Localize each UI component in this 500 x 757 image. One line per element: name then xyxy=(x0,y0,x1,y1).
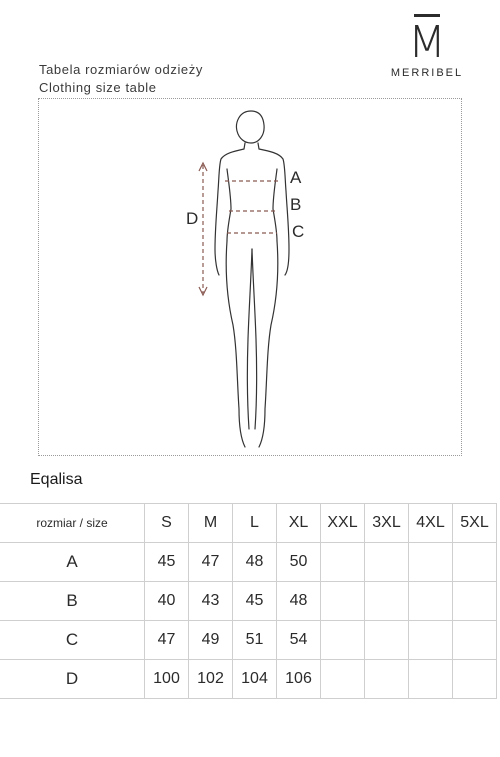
table-cell: 48 xyxy=(277,582,321,621)
table-cell xyxy=(409,660,453,699)
table-cell: 47 xyxy=(145,621,189,660)
figure-panel xyxy=(38,98,462,456)
table-cell xyxy=(453,660,497,699)
table-cell: 43 xyxy=(189,582,233,621)
size-header: 3XL xyxy=(365,504,409,543)
figure-label-b: B xyxy=(290,195,302,214)
table-header-row xyxy=(0,504,497,543)
table-cell: 47 xyxy=(189,543,233,582)
table-cell xyxy=(453,582,497,621)
figure-label-d: D xyxy=(186,209,199,228)
body-measurement-illustration xyxy=(39,99,461,455)
size-header: 4XL xyxy=(409,504,453,543)
table-cell: 54 xyxy=(277,621,321,660)
table-cell xyxy=(321,543,365,582)
page-header xyxy=(39,61,203,97)
table-cell xyxy=(409,582,453,621)
table-row xyxy=(0,543,497,582)
table-cell: 100 xyxy=(145,660,189,699)
size-table xyxy=(0,503,497,699)
table-cell xyxy=(365,621,409,660)
table-cell: 45 xyxy=(145,543,189,582)
size-header: XXL xyxy=(321,504,365,543)
size-header: S xyxy=(145,504,189,543)
table-cell: 51 xyxy=(233,621,277,660)
table-cell xyxy=(409,543,453,582)
size-header: XL xyxy=(277,504,321,543)
table-cell xyxy=(453,621,497,660)
table-row xyxy=(0,621,497,660)
table-row xyxy=(0,660,497,699)
header-line-pl: Tabela rozmiarów odzieży xyxy=(39,62,203,77)
table-cell xyxy=(321,660,365,699)
figure-label-c: C xyxy=(292,222,305,241)
brand-logo xyxy=(382,14,472,79)
row-key: A xyxy=(0,543,145,582)
header-line-en: Clothing size table xyxy=(39,80,157,95)
size-header: L xyxy=(233,504,277,543)
size-header: M xyxy=(189,504,233,543)
table-cell: 40 xyxy=(145,582,189,621)
table-row xyxy=(0,582,497,621)
product-name: Eqalisa xyxy=(30,471,83,488)
table-cell xyxy=(321,621,365,660)
table-cell: 50 xyxy=(277,543,321,582)
table-cell xyxy=(365,543,409,582)
table-cell xyxy=(321,582,365,621)
table-cell: 104 xyxy=(233,660,277,699)
head-outline xyxy=(237,111,265,143)
table-cell: 49 xyxy=(189,621,233,660)
row-key: C xyxy=(0,621,145,660)
brand-name: MERRIBEL xyxy=(390,67,464,79)
figure-label-a: A xyxy=(290,168,302,187)
table-cell xyxy=(453,543,497,582)
table-cell xyxy=(365,660,409,699)
table-cell: 102 xyxy=(189,660,233,699)
row-key: B xyxy=(0,582,145,621)
size-header: 5XL xyxy=(453,504,497,543)
table-cell xyxy=(365,582,409,621)
row-key: D xyxy=(0,660,145,699)
logo-mark: M xyxy=(408,17,446,68)
table-cell xyxy=(409,621,453,660)
table-corner-label: rozmiar / size xyxy=(0,504,145,543)
table-cell: 45 xyxy=(233,582,277,621)
table-cell: 106 xyxy=(277,660,321,699)
table-cell: 48 xyxy=(233,543,277,582)
